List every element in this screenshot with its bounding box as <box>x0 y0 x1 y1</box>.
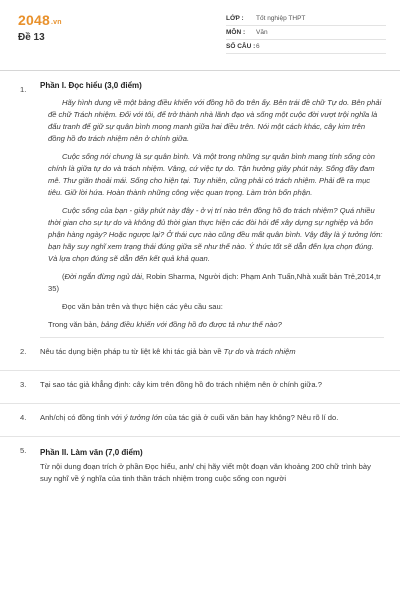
passage-paragraph: Hãy hình dung về một bảng điều khiển với đồng hồ đo trên ấy. Bên trái đề chữ Tự do. Bên phải đề chữ Trách nhiệm. Đối với tôi, để trở thành nhà lãnh đạo và sống một cuộc đời vượt trội nghĩa là đấu tranh để giữ sự quân bình mong manh giữa hai điều trên. Nói một cách khác, cây kim trên đồng hồ đo trách nhiệm nên ở chính giữa. <box>48 98 382 143</box>
question-number: 1. <box>20 85 27 94</box>
question-number: 5. <box>20 446 27 455</box>
question-text-italic: Tự do <box>223 347 244 356</box>
question-text-part: và <box>243 347 256 356</box>
question-2 <box>0 338 400 364</box>
instruction-text: Đọc văn bản trên và thực hiện các yêu cầu sau: <box>62 302 223 311</box>
question-text-part: Anh/chị có đồng tình với <box>40 413 124 422</box>
meta-key: LỚP : <box>226 15 244 22</box>
site-logo[interactable] <box>18 12 62 28</box>
meta-key: SỐ CÂU : <box>226 43 256 50</box>
question-5 <box>0 437 400 491</box>
citation-details: , Robin Sharma, Người dịch: Phạm Anh Tuấn,Nhà xuất bản Trẻ,2014,tr 35) <box>48 272 381 293</box>
logo-main: 2048 <box>18 12 50 28</box>
logo-ext: .vn <box>50 19 62 26</box>
header-divider <box>0 70 400 71</box>
meta-key: MÔN : <box>226 29 246 36</box>
question-number: 4. <box>20 413 27 422</box>
section-title: Phần I. Đọc hiểu (3,0 điểm) <box>40 81 142 90</box>
question-italic: bảng điều khiển với đồng hồ đo được tả như thế nào? <box>100 320 282 329</box>
exam-header <box>0 0 400 66</box>
passage-citation <box>48 271 384 295</box>
meta-row-subject <box>226 26 386 40</box>
exam-meta-table <box>226 12 386 54</box>
section-title: Phần II. Làm văn (7,0 điểm) <box>40 448 143 457</box>
question-number: 3. <box>20 380 27 389</box>
meta-row-count <box>226 40 386 54</box>
question-text <box>40 412 384 424</box>
question-text-italic: trách nhiệm <box>255 347 296 356</box>
question-3 <box>0 371 400 397</box>
passage-paragraph: Cuộc sống của bạn - giây phút này đây - ở vị trí nào trên đồng hồ đo trách nhiệm? Quá nhiều thời gian cho sự tự do và không đủ thời gian thực hiện các đòi hỏi để xây dựng sự nghiệp và bổn phận hàng ngày? Hoặc ngược lại? Ở thái cực nào cũng đều mất quân bình. Vậy đây là ý tưởng lớn: bạn hãy suy nghĩ xem trạng thái đúng giữa sẽ như thế nào. Ý thức tốt sẽ dẫn đến lựa chọn đúng. Và lựa chọn đúng sẽ dẫn đến kết quả khả quan. <box>48 206 383 263</box>
question-prefix: Trong văn bản, <box>48 320 101 329</box>
question-text <box>48 319 384 331</box>
question-text <box>40 346 384 358</box>
meta-value: Văn <box>256 29 268 36</box>
question-text: Tại sao tác giả khẳng định: cây kim trên đồng hồ đo trách nhiệm nên ở chính giữa.? <box>40 380 322 389</box>
meta-value: Tốt nghiệp THPT <box>256 15 306 22</box>
citation-book-title: Đời ngắn đừng ngủ dài <box>64 272 142 281</box>
exam-code: Đề 13 <box>18 32 45 43</box>
passage-paragraph: Cuộc sống nói chung là sự quân bình. Và một trong những sự quân bình mang tính sống còn chính là giữa tự do và trách nhiệm. Vâng, cứ việc tự do. Tận hưởng giây phút này. Sống đầy đam mê. Thư giãn thoải mái. Sống cho hiện tại. Tuy nhiên, cũng phải có trách nhiệm. Phải đề ra mục tiêu. Giữ lời hứa. Hoàn thành những công việc quan trọng. Làm tròn bổn phận. <box>48 152 375 197</box>
question-1 <box>0 80 400 338</box>
meta-value: 6 <box>256 43 260 50</box>
questions-list <box>0 76 400 491</box>
question-4 <box>0 404 400 430</box>
question-number: 2. <box>20 347 27 356</box>
citation-open: ( <box>62 272 65 281</box>
question-text: Từ nội dung đoạn trích ở phần Đọc hiểu, anh/ chị hãy viết một đoạn văn khoảng 200 chữ trình bày suy nghĩ về ý nghĩa của tinh thần trách nhiệm trong cuộc sống con người <box>40 462 371 483</box>
question-text-italic: ý tưởng lớn <box>123 413 163 422</box>
question-text-part: Nêu tác dụng biện pháp tu từ liệt kê khi tác giả bàn về <box>40 347 224 356</box>
meta-row-grade <box>226 12 386 26</box>
question-text-part: của tác giả ở cuối văn bản hay không? Nêu rõ lí do. <box>162 413 339 422</box>
